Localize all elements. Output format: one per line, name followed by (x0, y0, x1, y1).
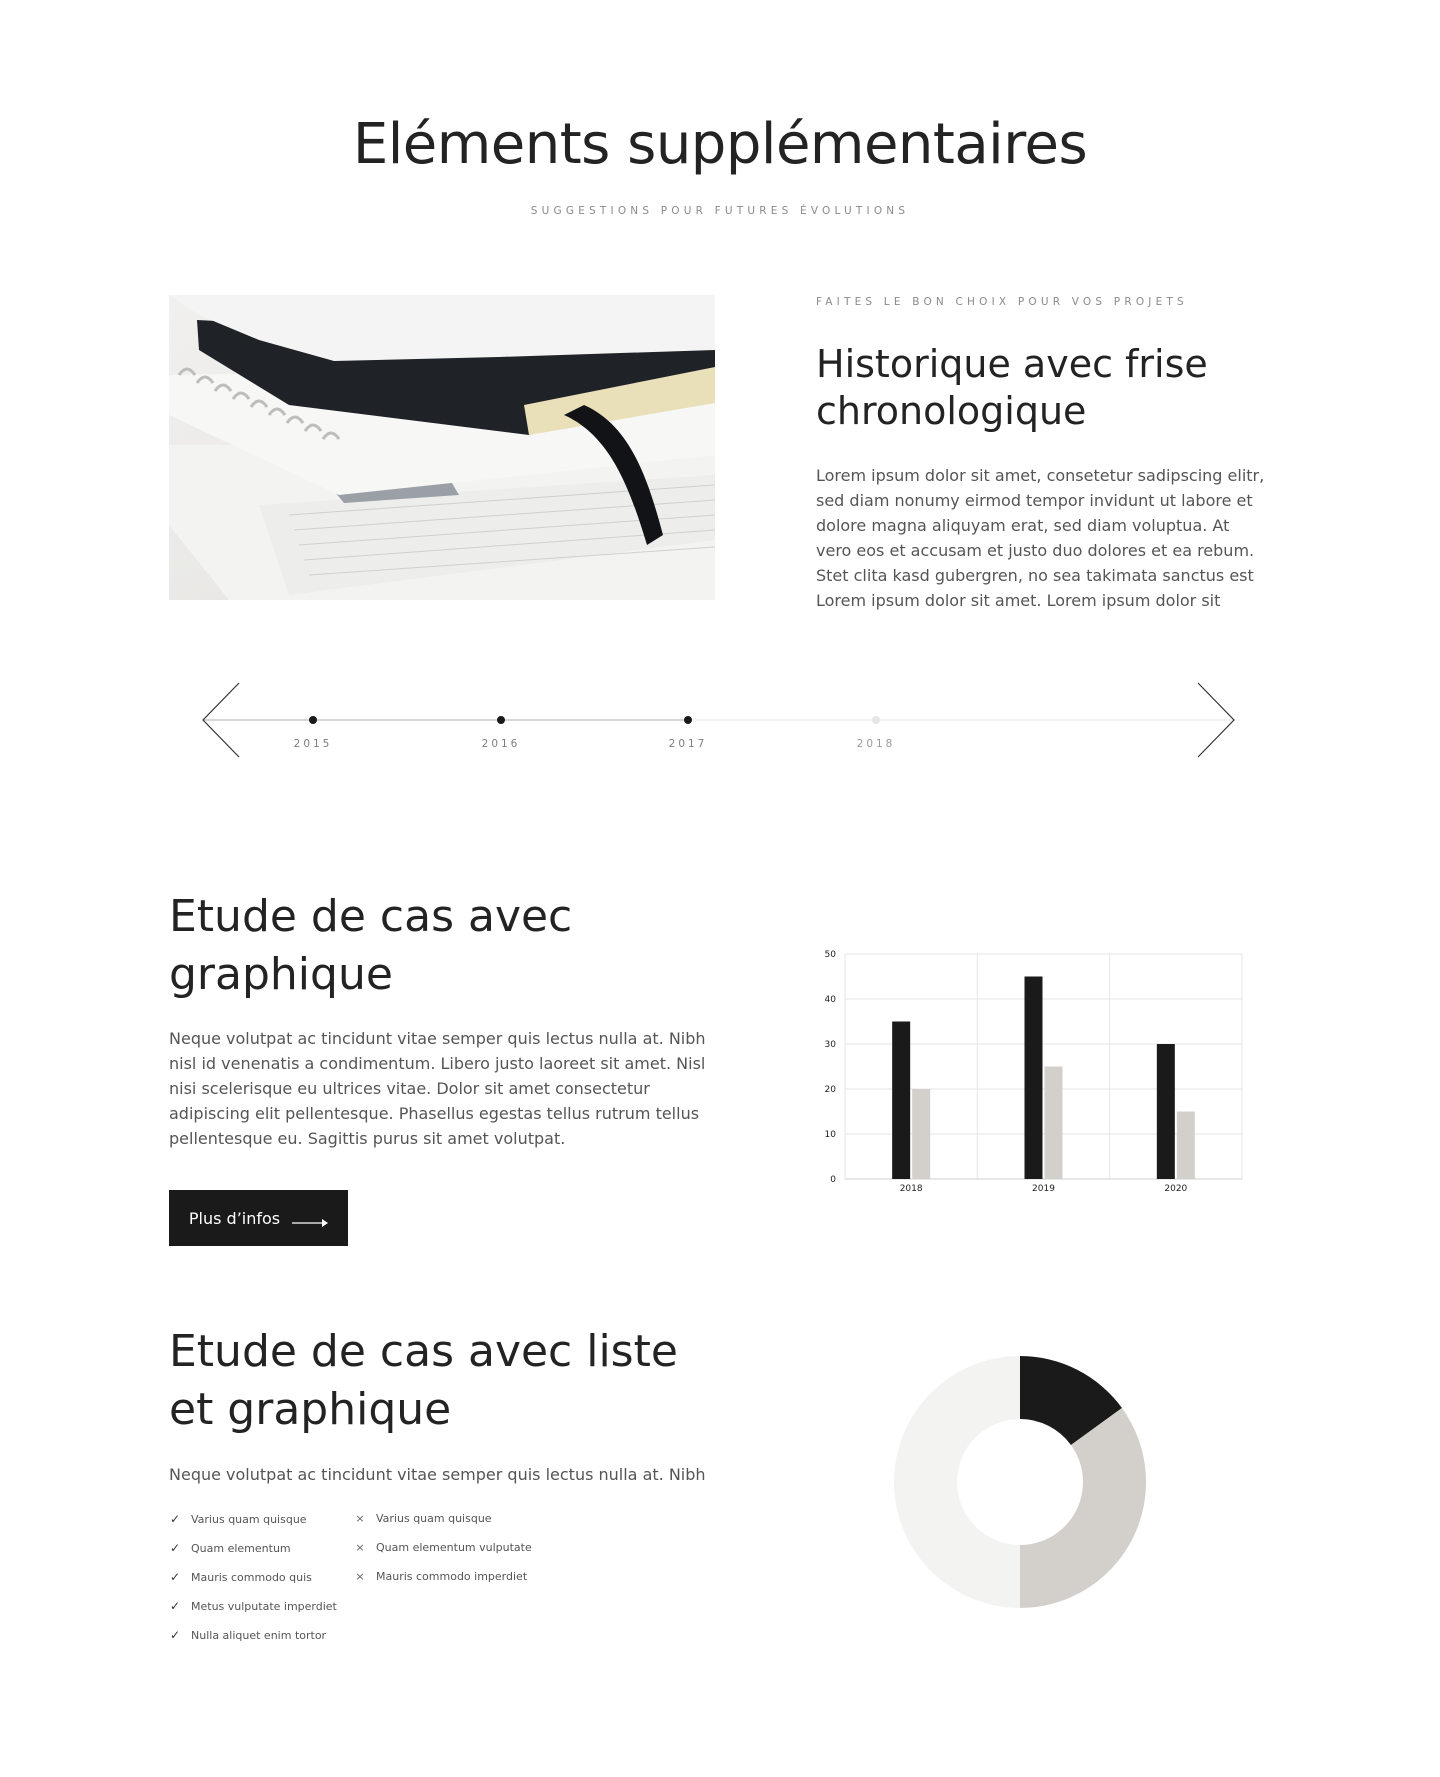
notebook-illustration (169, 295, 715, 600)
timeline (195, 680, 1245, 760)
list-item (169, 1570, 312, 1584)
list-item-label: Mauris commodo imperdiet (376, 1570, 528, 1583)
timeline-dot[interactable] (872, 716, 880, 724)
timeline-year[interactable]: 2017 (668, 738, 708, 750)
timeline-year[interactable]: 2018 (856, 738, 896, 750)
cross-icon: × (355, 1512, 365, 1525)
case-chart-title-line2: graphique (169, 949, 393, 1000)
y-tick-label: 50 (824, 950, 836, 960)
bar (1177, 1112, 1195, 1180)
list-item (169, 1628, 326, 1642)
y-tick-label: 10 (824, 1130, 836, 1140)
timeline-year[interactable]: 2015 (293, 738, 333, 750)
timeline-track (195, 680, 1245, 760)
chevron-right-icon[interactable] (1197, 682, 1235, 758)
list-item-label: Nulla aliquet enim tortor (191, 1628, 327, 1642)
list-item-label: Varius quam quisque (191, 1512, 307, 1526)
cross-icon: × (355, 1541, 365, 1554)
check-icon: ✓ (169, 1541, 181, 1555)
case-list-title-line1: Etude de cas avec liste (169, 1326, 678, 1377)
y-tick-label: 20 (824, 1085, 836, 1095)
timeline-dot[interactable] (309, 716, 317, 724)
list-item-label: Mauris commodo quis (191, 1570, 312, 1584)
case-list-title-line2: et graphique (169, 1384, 452, 1435)
timeline-dot[interactable] (497, 716, 505, 724)
history-body: Lorem ipsum dolor sit amet, consetetur sadipscing elitr, sed diam nonumy eirmod tempor invidunt ut labore et dolore magna aliquyam erat, sed diam voluptua. At vero eos et accusam et justo duo dolores et ea rebum. Stet clita kasd gubergren, no sea takimata sanctus est Lorem ipsum dolor sit amet. Lorem ipsum dolor sit (816, 466, 1265, 610)
list-item (169, 1599, 337, 1613)
list-item (354, 1570, 527, 1583)
list-item (354, 1512, 492, 1525)
list-item-label: Varius quam quisque (376, 1512, 492, 1525)
bar-chart (812, 940, 1262, 1200)
cross-icon: × (355, 1570, 365, 1583)
history-title-line2: chronologique (816, 389, 1087, 433)
case-list-body: Neque volutpat ac tincidunt vitae semper quis lectus nulla at. Nibh (169, 1465, 706, 1484)
list-item (169, 1512, 307, 1526)
page-title: Eléments supplémentaires (352, 112, 1088, 177)
donut-chart (890, 1352, 1150, 1612)
x-tick-label: 2020 (1164, 1184, 1188, 1194)
bar (1157, 1044, 1175, 1179)
list-item-label: Quam elementum (191, 1541, 291, 1555)
bar (892, 1022, 910, 1180)
arrow-right-icon (292, 1213, 328, 1223)
more-info-label: Plus d’infos (188, 1208, 281, 1228)
feature-list (169, 1512, 629, 1662)
timeline-year[interactable]: 2016 (481, 738, 521, 750)
history-title (816, 341, 1296, 435)
notebook-image (169, 295, 715, 600)
x-tick-label: 2018 (899, 1184, 923, 1194)
y-tick-label: 40 (824, 995, 836, 1005)
case-chart-title-line1: Etude de cas avec (169, 891, 573, 942)
case-list-title (169, 1323, 729, 1439)
donut-slice (1020, 1408, 1146, 1608)
bar-chart-svg (812, 940, 1262, 1200)
more-info-button[interactable] (169, 1190, 348, 1246)
case-chart-body: Neque volutpat ac tincidunt vitae semper quis lectus nulla at. Nibh nisl id venenatis a condimentum. Libero justo laoreet sit amet. Nisl nisi scelerisque eu ultrices vitae. Dolor sit amet consectetur adipiscing elit pellentesque. Phasellus egestas tellus rutrum tellus pellentesque eu. Sagittis purus sit amet volutpat. (169, 1029, 706, 1148)
bar (1025, 977, 1043, 1180)
history-eyebrow: FAITES LE BON CHOIX POUR VOS PROJETS (816, 296, 1188, 308)
history-title-line1: Historique avec frise (816, 342, 1208, 386)
case-chart-title (169, 888, 729, 1004)
check-icon: ✓ (169, 1599, 181, 1613)
list-item-label: Quam elementum vulputate (376, 1541, 532, 1554)
timeline-dot[interactable] (684, 716, 692, 724)
page-subtitle: SUGGESTIONS POUR FUTURES ÉVOLUTIONS (530, 205, 910, 217)
y-tick-label: 30 (824, 1040, 836, 1050)
chevron-left-icon[interactable] (202, 682, 240, 758)
check-icon: ✓ (169, 1512, 181, 1526)
y-tick-label: 0 (830, 1175, 836, 1185)
check-icon: ✓ (169, 1628, 181, 1642)
donut-chart-svg (890, 1352, 1150, 1612)
list-item-label: Metus vulputate imperdiet (191, 1599, 337, 1613)
list-item (354, 1541, 532, 1554)
bar (1045, 1067, 1063, 1180)
donut-slice (894, 1356, 1020, 1608)
check-icon: ✓ (169, 1570, 181, 1584)
list-item (169, 1541, 291, 1555)
x-tick-label: 2019 (1032, 1184, 1055, 1194)
bar (912, 1089, 930, 1179)
